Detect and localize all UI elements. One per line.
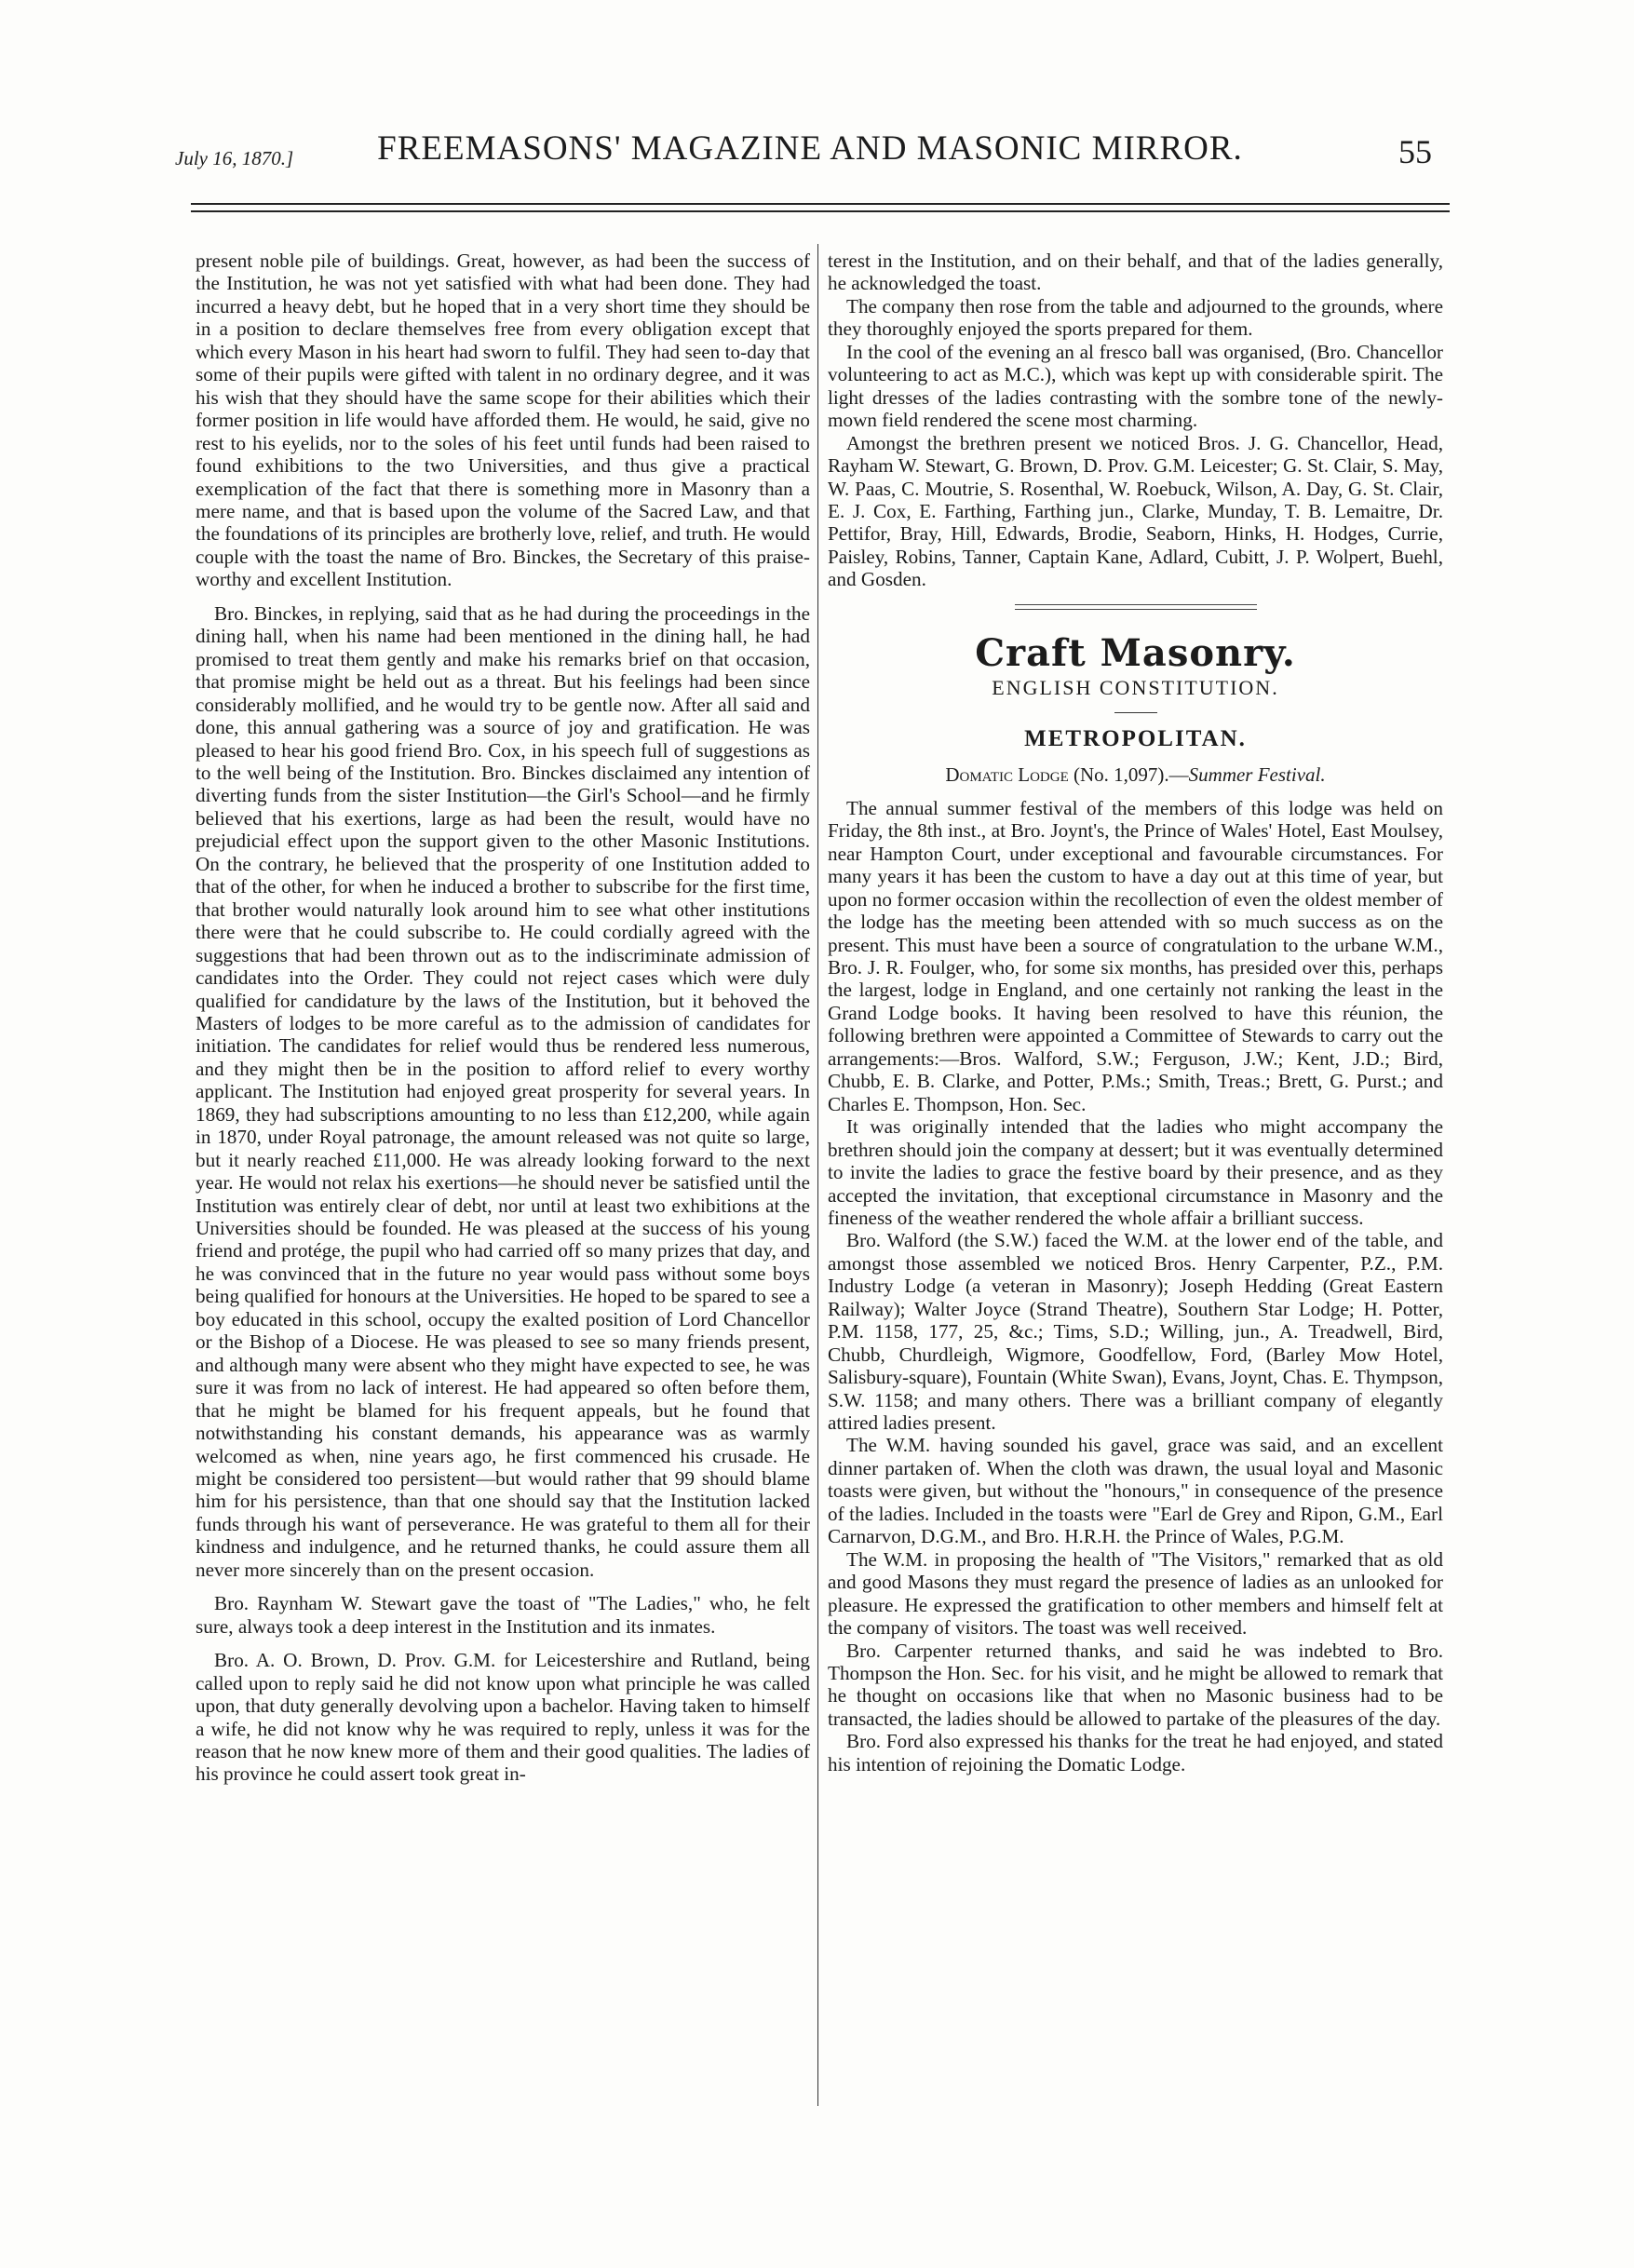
left-column [196, 250, 810, 1786]
masthead-title: FREEMASONS' MAGAZINE AND MASONIC MIRROR. [377, 129, 1243, 168]
paragraph: Bro. Carpenter returned thanks, and said he was indebted to Bro. Thompson the Hon. Sec. for his visit, and he might be allowed to remark that he thought on occasions like that when no Masonic business had to be transacted, the ladies should be allowed to partake of the pleasures of the day. [828, 1639, 1443, 1730]
lodge-name: Domatic Lodge [945, 763, 1069, 786]
header-rule-bottom [191, 210, 1450, 212]
short-rule [1114, 712, 1157, 713]
section-separator [1015, 604, 1257, 605]
issue-date: July 16, 1870.] [175, 147, 294, 169]
paragraph: Bro. Raynham W. Stewart gave the toast of "The Ladies," who, he felt sure, always took a deep interest in the Institution and its inmates. [196, 1592, 810, 1638]
event-name: Summer Festival. [1188, 763, 1326, 786]
paragraph: Bro. A. O. Brown, D. Prov. G.M. for Leicestershire and Rutland, being called upon to reply said he did not know upon what principle he was called upon, that duty generally devolving upon a bachelor. Having taken to himself a wife, he did not know why he was required to reply, unless it was for the reason that he now knew more of them and their good qualities. The ladies of his province he could assert took great in- [196, 1649, 810, 1786]
paragraph: terest in the Institution, and on their behalf, and that of the ladies generally, he acknowledged the toast. [828, 250, 1443, 295]
header-rule-top [191, 203, 1450, 205]
paragraph: In the cool of the evening an al fresco ball was organised, (Bro. Chancellor volunteering to act as M.C.), which was kept up with considerable spirit. The light dresses of the ladies contrasting with the sombre tone of the newly-mown field rendered the scene most charming. [828, 340, 1443, 432]
paragraph: Amongst the brethren present we noticed Bros. J. G. Chancellor, Head, Rayham W. Stewart, G. Brown, D. Prov. G.M. Leicester; G. St. Clair, S. May, W. Paas, C. Moutrie, S. Rosenthal, W. Roebuck, Wilson, A. Day, G. St. Clair, E. J. Cox, E. Farthing, Farthing jun., Clarke, Munday, T. B. Lemaitre, Dr. Pettifor, Bray, Hill, Edwards, Brodie, Seaborn, Hinks, H. Hodges, Currie, Paisley, Robins, Tanner, Captain Kane, Adlard, Cubitt, J. P. Wolpert, Buehl, and Gosden. [828, 431, 1443, 591]
paragraph: present noble pile of buildings. Great, however, as had been the success of the Institution, he was not yet satisfied with what had been done. They had incurred a heavy debt, but he hoped that in a very short time they should be in a position to declare themselves free from every obligation except that which every Mason in his heart had sworn to fulfil. They had seen to-day that some of their pupils were gifted with talent in no ordinary degree, and it was his wish that they should have the same scope for their abilities which their former position in life would have afforded them. He would, he said, give no rest to his eyelids, nor to the soles of his feet until funds had been raised to found exhibitions to the two Universities, and thus give a practical exemplication of the fact that there is something more in Masonry than a mere name, and that is based upon the volume of the Sacred Law, and that the foundations of its principles are brotherly love, relief, and truth. He would couple with the toast the name of Bro. Binckes, the Secretary of this praise-worthy and excellent Institution. [196, 250, 810, 591]
paragraph: Bro. Ford also expressed his thanks for the treat he had enjoyed, and stated his intention of rejoining the Domatic Lodge. [828, 1730, 1443, 1775]
lodge-number: (No. 1,097).— [1074, 763, 1189, 786]
region-heading: METROPOLITAN. [1024, 725, 1247, 751]
paragraph: It was originally intended that the ladies who might accompany the brethren should join the company at dessert; but it was eventually determined to invite the ladies to grace the festive board by their presence, and as they accepted the invitation, that exceptional circumstance in Masonry and the fineness of the weather rendered the whole affair a brilliant success. [828, 1115, 1443, 1229]
section-separator [1015, 609, 1257, 610]
paragraph: The W.M. in proposing the health of "The Visitors," remarked that as old and good Masons they must regard the presence of ladies as an unlooked for pleasure. He expressed the gratification to other members and himself felt at the company of visitors. The toast was well received. [828, 1547, 1443, 1640]
paragraph: The company then rose from the table and adjourned to the grounds, where they thoroughly enjoyed the sports prepared for them. [828, 294, 1443, 341]
right-column [828, 250, 1443, 1775]
section-heading: Craft Masonry. [975, 630, 1296, 675]
lodge-title [828, 762, 1443, 788]
paragraph: Bro. Binckes, in replying, said that as he had during the proceedings in the dining hall, when his name had been mentioned in the dining hall, he had promised to treat them gently and make his remarks brief on that occasion, that promise might be held out as a threat. But his feelings had been since considerably mollified, and he would try to be gentle now. After all said and done, this annual gathering was a source of joy and gratification. He was pleased to hear his good friend Bro. Cox, in his speech full of suggestions as to the well being of the Institution. Bro. Binckes disclaimed any intention of diverting funds from the sister Institution—the Girl's School—and he firmly believed that his exertions, large as had been the result, would have no prejudicial effect upon the support given to the other Masonic Institutions. On the contrary, he believed that the prosperity of one Institution added to that of the other, for when he induced a brother to subscribe for the first time, that brother would naturally look around him to see what other institutions there were that he could subscribe to. He could cordially agreed with the suggestions that had been thrown out as to the indiscriminate admission of candidates into the Order. They could not reject cases which were duly qualified for candidature by the laws of the Institution, but it behoved the Masters of lodges to be more careful as to the admission of candidates for initiation. The candidates for relief would thus be rendered less numerous, and they might then be in the position to afford relief to every worthy applicant. The Institution had enjoyed great prosperity for several years. In 1869, they had subscriptions amounting to no less than £12,200, while again in 1870, under Royal patronage, the amount released was not quite so large, but it nearly reached £11,000. He was already looking forward to the next year. He would not relax his exertions—he should never be satisfied until the Institution was entirely clear of debt, nor until at least two exhibitions at the Universities should be founded. He was pleased at the success of his young friend and protége, the pupil who had carried off so many prizes that day, and he was convinced that in the future no year would pass without some boys being qualified for honours at the Universities. He hoped to be spared to see a boy educated in this school, occupy the exalted position of Lord Chancellor or the Bishop of a Diocese. He was pleased to see so many friends present, and although many were absent who they might have expected to see, he was sure it was from no lack of interest. He had appeared so often before them, that he might be blamed for his frequent appeals, but he found that notwithstanding his constant demands, his appearance was as warmly welcomed as when, nine years ago, he first commenced his crusade. He might be considered too persistent—but would rather that 99 should blame him for his persistence, than that one should say that the Institution lacked funds through his want of perseverance. He was grateful to them all for their kindness and indulgence, and he returned thanks, he could assure them all never more sincerely than on the present occasion. [196, 601, 810, 1581]
paragraph: The W.M. having sounded his gavel, grace was said, and an excellent dinner partaken of. When the cloth was drawn, the usual loyal and Masonic toasts were given, but without the "honours," in consequence of the presence of the ladies. Included in the toasts were "Earl de Grey and Ripon, G.M., Earl Carnarvon, D.G.M., and Bro. H.R.H. the Prince of Wales, P.G.M. [828, 1434, 1443, 1548]
page-number: 55 [1398, 133, 1432, 170]
page-header [158, 123, 1462, 179]
column-divider [817, 244, 818, 2106]
section-subheading: ENGLISH CONSTITUTION. [992, 675, 1279, 699]
paragraph: Bro. Walford (the S.W.) faced the W.M. at the lower end of the table, and amongst those assembled we noticed Bros. Henry Carpenter, P.Z., P.M. Industry Lodge (a veteran in Masonry); Joseph Hedding (Great Eastern Railway); Walter Joyce (Strand Theatre), Southern Star Lodge; H. Potter, P.M. 1158, 177, 25, &c.; Tims, S.D.; Willing, jun., A. Treadwell, Bird, Chubb, Churdleigh, Wigmore, Goodfellow, Ford, (Barley Mow Hotel, Salisbury-square), Fountain (White Swan), Evans, Joynt, Chas. E. Thympson, S.W. 1158; and many others. There was a brilliant company of elegantly attired ladies present. [828, 1229, 1443, 1435]
paragraph: The annual summer festival of the members of this lodge was held on Friday, the 8th inst., at Bro. Joynt's, the Prince of Wales' Hotel, East Moulsey, near Hampton Court, under exceptional and favourable circumstances. For many years it has been the custom to have a day out at this time of year, but upon no former occasion within the recollection of even the oldest member of the lodge has the meeting been attended with so much success as on the present. This must have been a source of congratulation to the urbane W.M., Bro. J. R. Foulger, who, for some six months, has presided over this, perhaps the largest, lodge in England, and one certainly not ranking the least in the Grand Lodge books. It having been resolved to have this réunion, the following brethren were appointed a Committee of Stewards to carry out the arrangements:—Bros. Walford, S.W.; Ferguson, J.W.; Kent, J.D.; Bird, Chubb, E. B. Clarke, and Potter, P.Ms.; Smith, Treas.; Brett, G. Purst.; and Charles E. Thompson, Hon. Sec. [828, 796, 1443, 1115]
